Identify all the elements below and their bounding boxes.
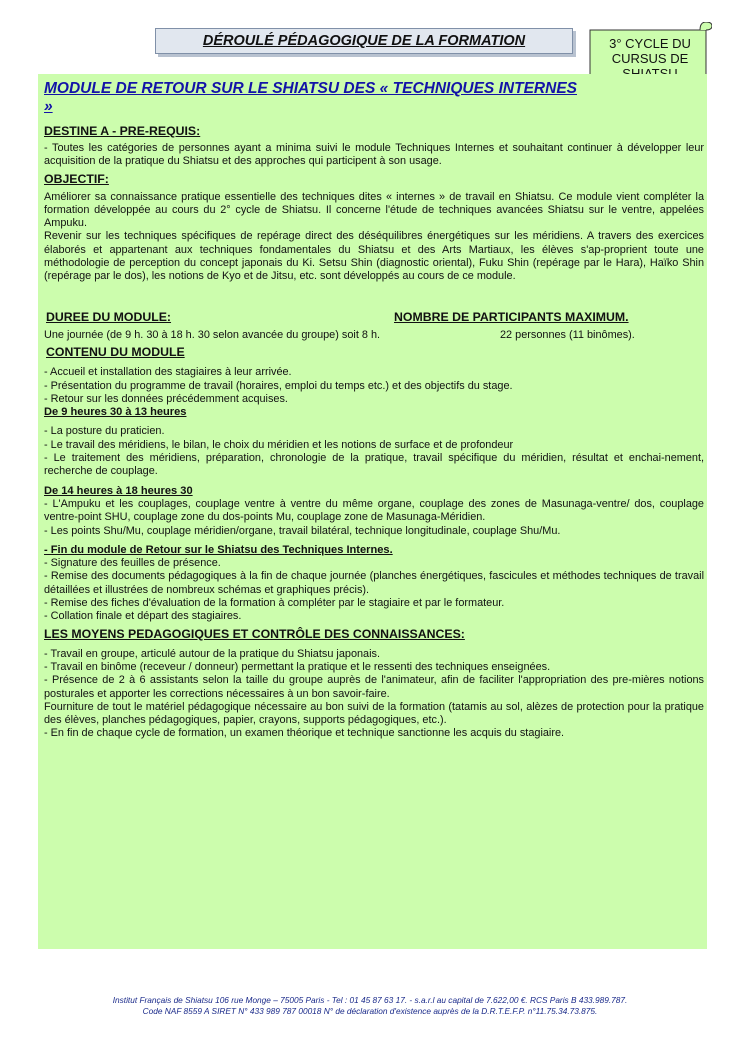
moyens-heading: LES MOYENS PEDAGOGIQUES ET CONTRÔLE DES CONNAISSANCES: (44, 626, 465, 641)
duree-text: Une journée (de 9 h. 30 à 18 h. 30 selon avancée du groupe) soit 8 h. (44, 328, 381, 341)
participants-text: 22 personnes (11 binômes). (500, 328, 635, 341)
moyens-item-5: - En fin de chaque cycle de formation, un examen théorique et technique sanctionne les acquis du stagiaire. (44, 727, 565, 740)
badge-line-1: 3° CYCLE DU (609, 36, 691, 51)
moyens-item-2: - Travail en binôme (receveur / donneur) permettant la pratique et le ressenti des techniques enseignées. (44, 660, 551, 673)
objectif-paragraph-2: Revenir sur les techniques spécifiques de repérage direct des déséquilibres énergétiques sur les méridiens. A travers des exercices élaborés et appartenant aux techniques fondamentales du Shiatsu et des Arts Martiaux, les élèves s'ap-proprient toute une méthodologie de perception du concept japonais du Ki. Setsu Shin (diagnostic oriental), Fuku Shin (repérage par le Hara), Haïko Shin (repérage par le dos), les notions de Kyo et de Jitsu, etc. sont développés au cours de ce module. (44, 230, 704, 283)
duree-headings-row (44, 310, 704, 325)
footer-line-1: Institut Français de Shiatsu 106 rue Monge – 75005 Paris - Tel : 01 45 87 63 17. - s.a.r.l au capital de 7.622,00 €. RCS Paris B 433.989.787. (112, 995, 628, 1005)
page-header (155, 28, 573, 54)
objectif-heading: OBJECTIF: (44, 171, 109, 186)
fin-item-4: - Collation finale et départ des stagiaires. (44, 610, 242, 623)
afternoon-heading: De 14 heures à 18 heures 30 (44, 484, 193, 497)
morning-item-1: - La posture du praticien. (44, 425, 165, 438)
page-title: DÉROULÉ PÉDAGOGIQUE DE LA FORMATION (202, 33, 526, 49)
destine-heading: DESTINE A - PRE-REQUIS: (44, 124, 201, 138)
badge-line-2: CURSUS DE (611, 51, 689, 66)
module-title: MODULE DE RETOUR SUR LE SHIATSU DES « TECHNIQUES INTERNES » (44, 80, 577, 115)
duree-values-row (44, 329, 704, 342)
contenu-intro-2: - Présentation du programme de travail (horaires, emploi du temps etc.) et des objectifs du stage. (44, 379, 513, 392)
footer-line-2: Code NAF 8559 A SIRET N° 433 989 787 00018 N° de déclaration d'existence auprès de la D.R.T.E.F.P. n°11.75.34.73.875. (142, 1005, 598, 1016)
morning-item-3: - Le traitement des méridiens, préparation, chronologie de la pratique, travail spécifique du méridien, résultat et enchai-nement, recherche de couplage. (44, 452, 704, 478)
moyens-item-4: Fourniture de tout le matériel pédagogique nécessaire au bon suivi de la formation (tatamis au sol, alèzes de protection pour la pratique des élèves, planches pédagogiques, papier, crayons, supports pédagogiques, etc.). (44, 700, 704, 727)
fin-item-1: - Signature des feuilles de présence. (44, 557, 221, 570)
destine-text: - Toutes les catégories de personnes ayant a minima suivi le module Techniques Internes et souhaitant continuer à développer leur acquisition de la pratique du Shiatsu et des approches qui participent à son usage. (44, 142, 704, 168)
objectif-paragraph-1: Améliorer sa connaissance pratique essentielle des techniques dites « internes » de travail en Shiatsu. Ce module vient compléter la formation développée au cours du 2° cycle de Shiatsu. Il concerne l'étude de techniques avancées Shiatsu sur le ventre, appelées Ampuku. (44, 190, 704, 230)
page-footer (20, 995, 720, 1016)
fin-item-2: - Remise des documents pédagogiques à la fin de chaque journée (planches énergétiques, fascicules et méthodes techniques de travail détaillées et illustrées de nombreux schémas et graphiques précis). (44, 570, 704, 596)
morning-heading: De 9 heures 30 à 13 heures (44, 406, 187, 419)
moyens-item-3: - Présence de 2 à 6 assistants selon la taille du groupe auprès de l'animateur, afin de faciliter l'appropriation des pre-mières notions posturales et apporter les corrections nécessaires à un bon savoir-faire. (44, 674, 704, 700)
duree-heading: DUREE DU MODULE: (46, 309, 172, 324)
participants-heading: NOMBRE DE PARTICIPANTS MAXIMUM. (394, 309, 629, 324)
contenu-intro-3: - Retour sur les données précédemment acquises. (44, 392, 288, 405)
contenu-intro-1: - Accueil et installation des stagiaires à leur arrivée. (44, 366, 292, 379)
afternoon-item-2: - Les points Shu/Mu, couplage méridien/organe, travail bilatéral, technique longitudinale, couplage Shu/Mu. (44, 524, 561, 537)
moyens-item-1: - Travail en groupe, articulé autour de la pratique du Shiatsu japonais. (44, 647, 381, 660)
fin-item-3: - Remise des fiches d'évaluation de la formation à compléter par le stagiaire et par le formateur. (44, 597, 505, 610)
morning-item-2: - Le travail des méridiens, le bilan, le choix du méridien et les notions de surface et de profondeur (44, 438, 514, 451)
contenu-heading: CONTENU DU MODULE (46, 345, 185, 360)
fin-heading: - Fin du module de Retour sur le Shiatsu des Techniques Internes. (44, 543, 393, 556)
document-body (44, 80, 704, 741)
afternoon-item-1: - L'Ampuku et les couplages, couplage ventre à ventre du même organe, couplage des zones de Masunaga-ventre/ dos, couplage ventre-point SHU, couplage zone du dos-points Mu, couplage zone de Masunaga-Méridien. (44, 497, 704, 524)
